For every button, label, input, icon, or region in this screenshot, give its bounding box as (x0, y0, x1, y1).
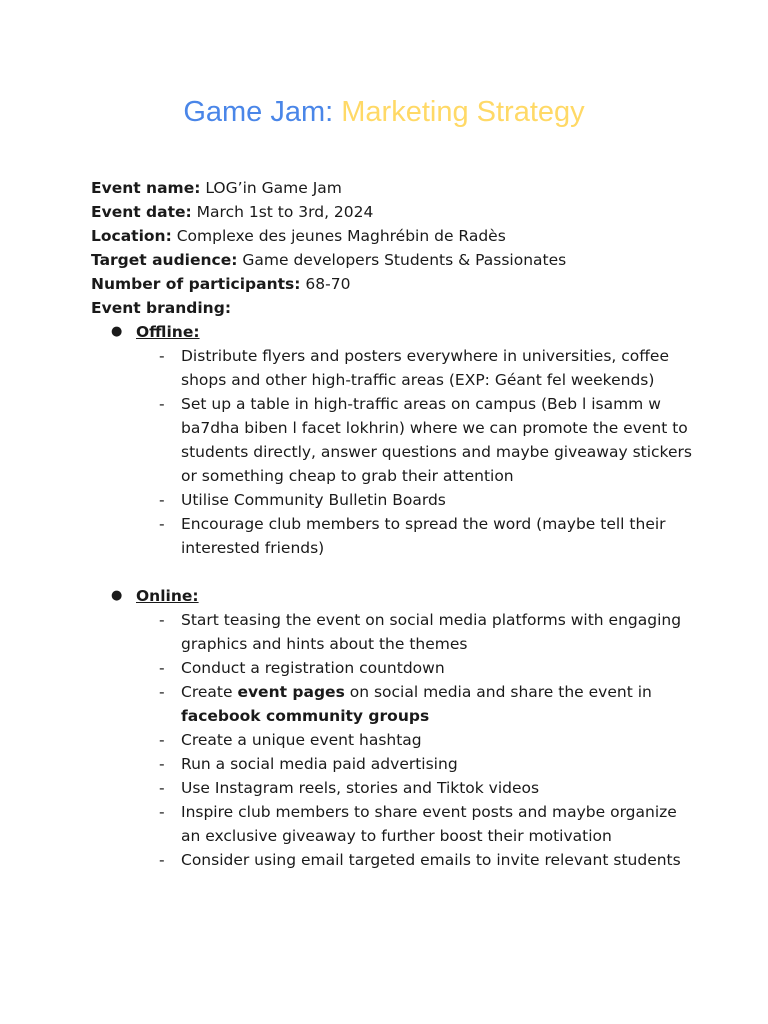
list-item: - Encourage club members to spread the word (maybe tell their interested friends) (91, 512, 701, 560)
list-item: - Distribute flyers and posters everywhere in universities, coffee shops and other high-traffic areas (EXP: Géant fel weekends) (91, 344, 701, 392)
list-item: - Consider using email targeted emails to invite relevant students (91, 848, 701, 872)
bullet-icon: ● (111, 324, 123, 339)
title-game-jam: Game Jam: (183, 96, 334, 128)
dash-icon: - (159, 803, 165, 821)
online-heading: ● Online: (91, 584, 701, 608)
dash-icon: - (159, 491, 165, 509)
dash-icon: - (159, 395, 165, 413)
document-body (91, 176, 701, 872)
list-item: - Conduct a registration countdown (91, 656, 701, 680)
bullet-icon: ● (111, 588, 123, 603)
list-item: - Use Instagram reels, stories and Tiktok videos (91, 776, 701, 800)
list-item: - Create event pages on social media and share the event in facebook community groups (91, 680, 701, 728)
dash-icon: - (159, 851, 165, 869)
dash-icon: - (159, 779, 165, 797)
list-item: - Set up a table in high-traffic areas on campus (Beb l isamm w ba7dha biben l facet lokhrin) where we can promote the event to students directly, answer questions and maybe giveaway stickers or something cheap to grab their attention (91, 392, 701, 488)
dash-icon: - (159, 347, 165, 365)
field-event-date: Event date: March 1st to 3rd, 2024 (91, 203, 374, 221)
online-list (91, 608, 701, 872)
event-branding-label: Event branding: (91, 299, 232, 317)
field-target-audience: Target audience: Game developers Students & Passionates (91, 251, 567, 269)
list-item: - Run a social media paid advertising (91, 752, 701, 776)
list-item: - Inspire club members to share event posts and maybe organize an exclusive giveaway to further boost their motivation (91, 800, 701, 848)
field-event-name: Event name: LOG’in Game Jam (91, 179, 342, 197)
dash-icon: - (159, 611, 165, 629)
dash-icon: - (159, 731, 165, 749)
title-marketing-strategy: Marketing Strategy (341, 96, 585, 128)
field-participants: Number of participants: 68-70 (91, 275, 351, 293)
dash-icon: - (159, 515, 165, 533)
offline-list (91, 344, 701, 560)
dash-icon: - (159, 659, 165, 677)
list-item: - Start teasing the event on social media platforms with engaging graphics and hints about the themes (91, 608, 701, 656)
dash-icon: - (159, 683, 165, 701)
offline-heading: ● Offline: (91, 320, 701, 344)
page-title (0, 92, 768, 132)
dash-icon: - (159, 755, 165, 773)
field-location: Location: Complexe des jeunes Maghrébin de Radès (91, 227, 506, 245)
list-item: - Utilise Community Bulletin Boards (91, 488, 701, 512)
list-item: - Create a unique event hashtag (91, 728, 701, 752)
